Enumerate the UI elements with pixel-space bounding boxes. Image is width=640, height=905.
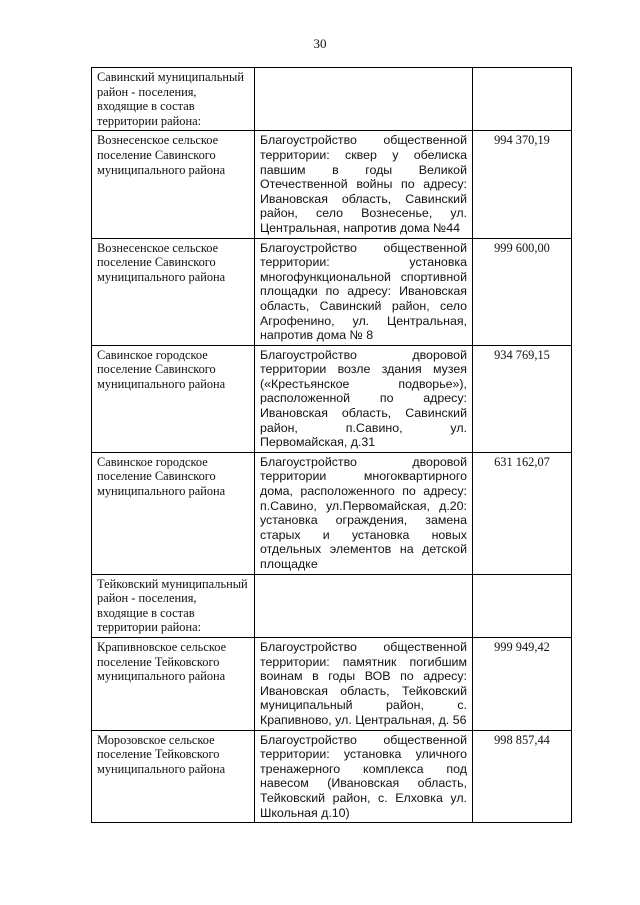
table-row: [92, 345, 572, 452]
table-row: [92, 238, 572, 345]
recipient-cell: Савинское городское поселение Савинского муниципального района: [92, 452, 255, 574]
recipient-cell: Морозовское сельское поселение Тейковского муниципального района: [92, 730, 255, 823]
description-cell: Благоустройство общественной территории: установка многофункциональной спортивной площадки по адресу: Ивановская область, Савинский район, село Агрофенино, ул. Центральная, напротив дома № 8: [255, 238, 473, 345]
description-cell: Благоустройство дворовой территории возле здания музея («Крестьянское подворье»), расположенной по адресу: Ивановская область, Савинский район, п.Савино, ул. Первомайская, д.31: [255, 345, 473, 452]
table-row: [92, 452, 572, 574]
description-cell: Благоустройство общественной территории: памятник погибшим воинам в годы ВОВ по адресу: Ивановская область, Тейковский муниципальный район, с. Крапивново, ул. Центральная, д. 56: [255, 637, 473, 730]
amount-cell: 998 857,44: [473, 730, 572, 823]
description-cell: [255, 574, 473, 637]
amount-cell: [473, 68, 572, 131]
group-header-cell: Тейковский муниципальный район - поселения, входящие в состав территории района:: [92, 574, 255, 637]
recipient-cell: Вознесенское сельское поселение Савинского муниципального района: [92, 131, 255, 238]
table-row: [92, 131, 572, 238]
recipient-cell: Крапивновское сельское поселение Тейковского муниципального района: [92, 637, 255, 730]
group-header-cell: Савинский муниципальный район - поселения, входящие в состав территории района:: [92, 68, 255, 131]
page-number: 30: [313, 36, 327, 51]
table-row: [92, 637, 572, 730]
description-cell: Благоустройство общественной территории: установка уличного тренажерного комплекса под навесом (Ивановская область, Тейковский район, с. Елховка ул. Школьная д.10): [255, 730, 473, 823]
amount-cell: 631 162,07: [473, 452, 572, 574]
table-row-group-teykovsky: [92, 574, 572, 637]
amount-cell: [473, 574, 572, 637]
amount-cell: 934 769,15: [473, 345, 572, 452]
amount-cell: 999 949,42: [473, 637, 572, 730]
table-row: [92, 730, 572, 823]
recipient-cell: Вознесенское сельское поселение Савинского муниципального района: [92, 238, 255, 345]
description-cell: [255, 68, 473, 131]
amount-cell: 999 600,00: [473, 238, 572, 345]
recipient-cell: Савинское городское поселение Савинского муниципального района: [92, 345, 255, 452]
description-cell: Благоустройство дворовой территории многоквартирного дома, расположенного по адресу: п.Савино, ул.Первомайская, д.20: установка ограждения, замена старых и установка новых отдельных элементов на детской площадке: [255, 452, 473, 574]
amount-cell: 994 370,19: [473, 131, 572, 238]
table-row-group-savinsky: [92, 68, 572, 131]
description-cell: Благоустройство общественной территории: сквер у обелиска павшим в годы Великой Отечественной войны по адресу: Ивановская область, Савинский район, село Вознесенье, ул. Центральная, напротив дома №44: [255, 131, 473, 238]
subsidy-table: [91, 67, 572, 823]
